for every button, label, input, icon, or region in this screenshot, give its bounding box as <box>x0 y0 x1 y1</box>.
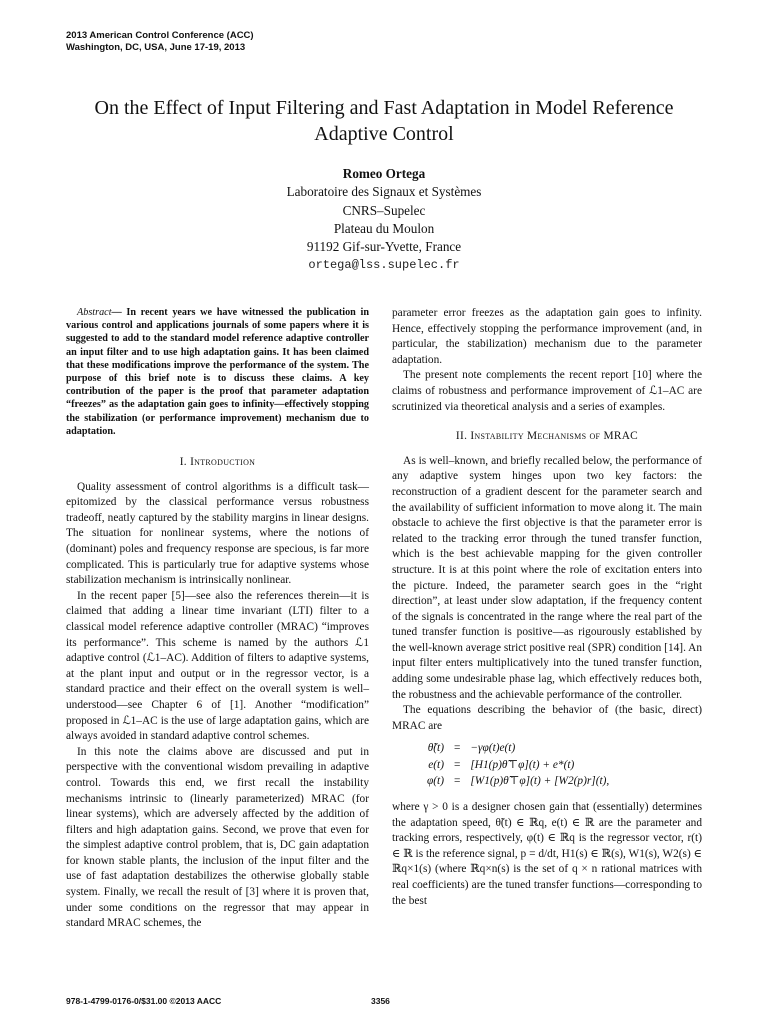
section2-paragraph-1: As is well–known, and briefly recalled below, the performance of any adaptive system hinges upon two key factors: the reconstruction of a gradient descent for the parameter search and the availability of sufficient information to move along it. The main obstacle to achieve the first objective is that the parameter error is related to the tracking error through the tuned transfer function, which is the best achievable mapping for the given controller structure. It is at this point where the role of excitation enters into the picture. Indeed, the parameter search goes in the “right direction”, at least under slow adaptation, if the frequency content of the signals is concentrated in the range where the real part of the tuned transfer function is positive—as rigourously established by the well-known average strict positive real (SPR) condition [14]. An input filter enters multiplicatively into the tuned transfer function, adding some undesirable phase lag, which effectively reduces both, the robustness and the achievable performance of the controller. <box>392 454 702 701</box>
footer-copyright: 978-1-4799-0176-0/$31.00 ©2013 AACC <box>66 996 222 1006</box>
conference-header <box>66 30 254 54</box>
equation-lhs: φ(t) <box>427 775 444 788</box>
intro-paragraph-2: In the recent paper [5]—see also the references therein—it is claimed that adding a linear time invariant (LTI) filter to a classical model reference adaptive controller (MRAC) “improves its performance”. This scheme is named by the authors ℒ1 adaptive control (ℒ1–AC). Addition of filters to adaptive systems, at the plant input and output or in the regressor vector, is a standard practice and their effect on the overall system is well–understood—see Chapter 6 of [1]. Another “modification” proposed in ℒ1–AC is the use of large adaptation gains, which are always avoided in standard adaptive control schemes. <box>66 589 369 743</box>
section-heading-introduction: I. Introduction <box>179 456 256 469</box>
conference-line-1: 2013 American Control Conference (ACC) <box>66 30 254 41</box>
equation-row <box>422 757 614 774</box>
equation-rhs: −γφ(t)e(t) <box>470 742 516 755</box>
footer-page-number: 3356 <box>371 996 390 1006</box>
intro-paragraph-1: Quality assessment of control algorithms is a difficult task—epitomized by the classical performance versus robustness tradeoff, neatly captured by the stability margins in linear designs. The situation for nonlinear systems, where the notions of (dominant) poles and frequency response are specious, is far more complicated. This is particularly true for adaptive systems whose stabilization mechanism is intrinsically nonlinear. <box>66 480 369 587</box>
section-heading-instability: II. Instability Mechanisms of MRAC <box>455 430 639 443</box>
right-column <box>392 306 702 909</box>
author-affiliation-1: Laboratoire des Signaux et Systèmes <box>286 184 482 200</box>
equals-sign: = <box>453 758 461 771</box>
mrac-equations <box>422 740 702 790</box>
paper-title: On the Effect of Input Filtering and Fast Adaptation in Model Reference Adaptive Control <box>94 97 674 145</box>
equation-rhs: [W1(p)θ̃⊤φ](t) + [W2(p)r](t), <box>470 775 610 788</box>
author-name: Romeo Ortega <box>342 166 426 181</box>
equals-sign: = <box>453 775 461 788</box>
author-block <box>0 165 768 275</box>
right-paragraph-continued: parameter error freezes as the adaptation gain goes to infinity. Hence, effectively stopping the performance improvement (and, in particular, the stabilization) mechanism due to the parameter adaptation. <box>392 307 702 366</box>
left-column <box>66 306 369 932</box>
equation-lhs: e(t) <box>428 758 444 771</box>
equation-row <box>422 740 614 757</box>
abstract-label: Abstract <box>77 307 112 318</box>
author-email: ortega@lss.supelec.fr <box>308 258 460 273</box>
author-affiliation-4: 91192 Gif-sur-Yvette, France <box>306 239 462 255</box>
section2-paragraph-3: where γ > 0 is a designer chosen gain that (essentially) determines the adaptation speed, θ̃(t) ∈ ℝq, e(t) ∈ ℝ are the parameter and tracking errors, respectively, φ(t) ∈ ℝq is the regressor vector, r(t) ∈ ℝ is the reference signal, p = d/dt, H1(s) ∈ ℝ(s), W1(s), W2(s) ∈ ℝq×1(s) (where ℝq×n(s) is the set of q × n rational matrices with real coefficients) are the tuned transfer functions—corresponding to the best <box>392 800 702 907</box>
equals-sign: = <box>453 742 461 755</box>
conference-line-2: Washington, DC, USA, June 17-19, 2013 <box>66 42 246 53</box>
abstract-text: — In recent years we have witnessed the publication in various control and applications journals of some papers where it is suggested to add to the standard model reference adaptive controller an input filter and to use high adaptation gains. It has been claimed that these modifications improve the performance of the system. The purpose of this brief note is to discuss these claims. A key contribution of the paper is the proof that parameter adaptation “freezes” as the adaptation gain goes to infinity—effectively stopping the stabilization (or performance improvement) mechanism due to adaptation. <box>66 307 369 437</box>
equation-lhs: θ̃̇(t) <box>427 742 444 755</box>
equation-rhs: [H1(p)θ̃⊤φ](t) + e*(t) <box>470 758 575 771</box>
abstract <box>66 306 369 438</box>
author-affiliation-3: Plateau du Moulon <box>333 220 435 236</box>
author-affiliation-2: CNRS–Supelec <box>342 202 426 218</box>
intro-paragraph-3: In this note the claims above are discussed and put in perspective with the conventional wisdom prevailing in adaptive control. Towards this end, we first recall the instability mechanisms intrinsic to (linearly parameterized) MRAC (for linear systems), which are adversely affected by the addition of filters and high adaptation gains. Second, we prove that even for the simplest adaptive control problem, that is, DC gain adaptation for known stable plants, the inclusion of the input filter and the use of fast adaptation destabilizes the otherwise globally stable system. Finally, we recall the result of [3] where it is proven that, under some conditions on the regressor that may appear in standard MRAC schemes, the <box>66 745 369 930</box>
equation-row <box>422 773 614 790</box>
right-paragraph-1: The present note complements the recent report [10] where the claims of robustness and performance improvement of ℒ1–AC are scrutinized via theoretical analysis and a series of examples. <box>392 369 702 413</box>
section2-paragraph-2: The equations describing the behavior of (the basic, direct) MRAC are <box>392 704 702 732</box>
